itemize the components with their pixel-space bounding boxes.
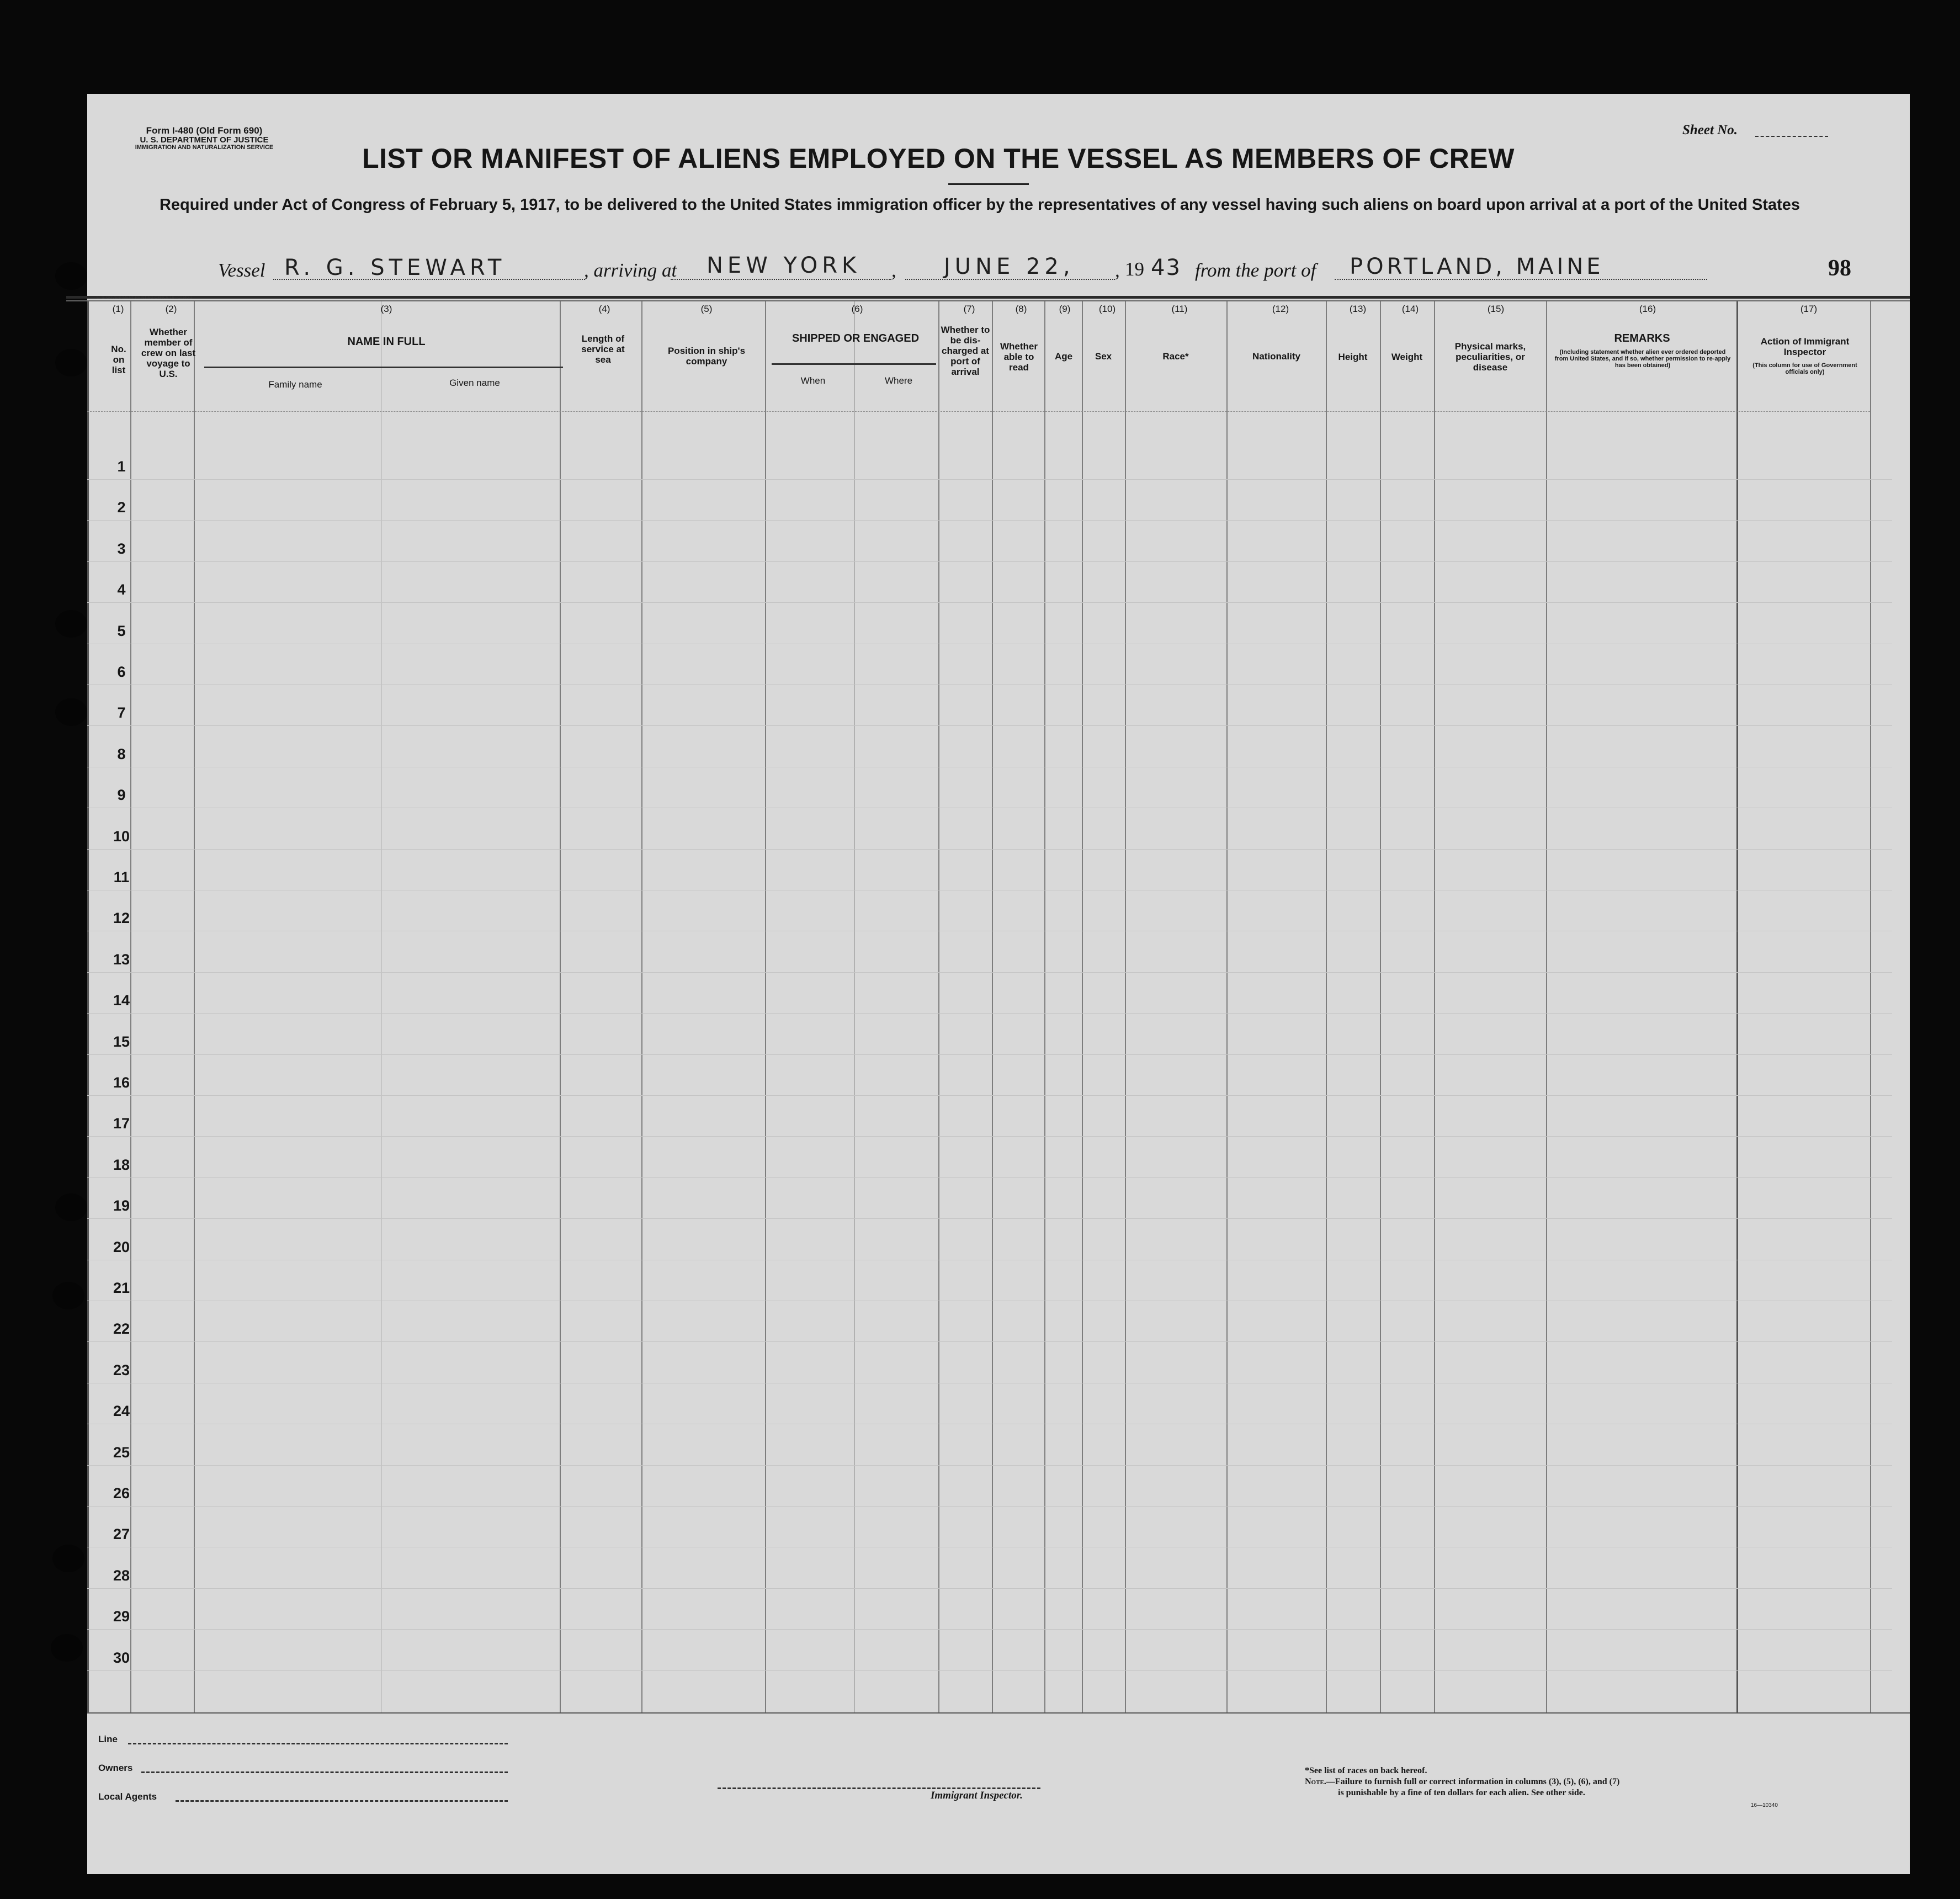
col-number-on-list: No. on list — [111, 344, 126, 375]
col-inspector-note: (This column for use of Government officials only) — [1752, 362, 1857, 375]
row-number: 8 — [117, 746, 126, 762]
inspector-label: Immigrant Inspector. — [931, 1790, 1023, 1801]
note-text-2: is punishable by a fine of ten dollars for each alien. See other side. — [1338, 1788, 1585, 1797]
column-number: (14) — [1401, 304, 1419, 314]
column-divider — [1380, 301, 1381, 1712]
row-gridline — [87, 1465, 1892, 1466]
row-number: 24 — [113, 1403, 130, 1419]
col-height: Height — [1338, 352, 1368, 362]
col-inspector-action: Action of Immigrant Inspector — [1760, 336, 1850, 357]
row-number: 12 — [113, 910, 130, 926]
punch-hole — [52, 1282, 84, 1309]
col-physical-marks: Physical marks, peculiarities, or disease — [1454, 341, 1526, 373]
races-note: *See list of races on back hereof. — [1305, 1766, 1427, 1775]
from-port-label: from the port of — [1195, 259, 1316, 281]
form-code: 16—10340 — [1751, 1802, 1778, 1808]
local-agents-field[interactable] — [176, 1800, 508, 1802]
col-length-of-service: Length of service at sea — [581, 333, 625, 365]
footer-rule — [87, 1712, 1910, 1714]
row-number: 23 — [113, 1362, 130, 1378]
row-number: 15 — [113, 1033, 130, 1050]
punch-hole — [55, 698, 87, 726]
row-gridline — [87, 1670, 1892, 1671]
row-gridline — [87, 725, 1892, 726]
column-number: (1) — [112, 304, 124, 314]
page-title: LIST OR MANIFEST OF ALIENS EMPLOYED ON THE VESSEL AS MEMBERS OF CREW — [362, 143, 1515, 174]
column-divider — [1125, 301, 1126, 1712]
row-number: 22 — [113, 1320, 130, 1337]
sheet-number-label: Sheet No. — [1682, 123, 1738, 137]
shipped-subheader-rule — [772, 363, 936, 365]
row-gridline — [87, 849, 1892, 850]
row-gridline — [87, 1177, 1892, 1178]
column-number: (13) — [1349, 304, 1367, 314]
column-number: (10) — [1098, 304, 1116, 314]
column-divider — [560, 301, 561, 1712]
row-number: 7 — [117, 704, 126, 721]
row-gridline — [87, 520, 1892, 521]
col-weight: Weight — [1391, 352, 1423, 362]
line-field[interactable] — [128, 1743, 508, 1744]
row-gridline — [87, 1341, 1892, 1342]
header-rule-secondary — [66, 300, 1910, 301]
column-number: (17) — [1800, 304, 1818, 314]
row-gridline — [87, 602, 1892, 603]
row-gridline — [87, 1218, 1892, 1219]
col-remarks-note: (Including statement whether alien ever ordered deported from United States, and if so, whether permission to re-apply has been obtained) — [1554, 349, 1731, 369]
column-divider — [87, 301, 89, 1712]
note-text-1: —Failure to furnish full or correct information in columns (3), (5), (6), and (7) — [1326, 1777, 1620, 1786]
vessel-label: Vessel — [218, 259, 265, 281]
note-label: Note. — [1305, 1777, 1326, 1786]
owners-label: Owners — [98, 1763, 133, 1773]
row-number: 4 — [117, 581, 126, 598]
departure-port-value[interactable]: PORTLAND, MAINE — [1350, 254, 1604, 279]
owners-field[interactable] — [141, 1771, 508, 1773]
row-gridline — [87, 972, 1892, 973]
year-prefix: 19 — [1125, 258, 1144, 280]
column-divider — [1326, 301, 1327, 1712]
col-shipped-when: When — [800, 375, 826, 386]
col-given-name: Given name — [449, 378, 500, 388]
row-number: 29 — [113, 1608, 130, 1625]
row-number: 21 — [113, 1280, 130, 1296]
punch-hole — [55, 1193, 87, 1221]
column-divider — [1082, 301, 1083, 1712]
header-bottom-rule — [87, 411, 1870, 412]
column-number: (11) — [1171, 304, 1188, 314]
row-number: 25 — [113, 1444, 130, 1461]
row-gridline — [87, 1054, 1892, 1055]
column-divider — [194, 301, 195, 1712]
year-value[interactable]: 43 — [1151, 255, 1181, 280]
col-discharged-at-port: Whether to be dis-charged at port of arrival — [941, 325, 990, 377]
col-family-name: Family name — [268, 379, 322, 390]
row-gridline — [87, 479, 1892, 480]
row-gridline — [87, 1629, 1892, 1630]
col-position-in-company: Position in ship's company — [667, 346, 746, 367]
column-divider — [1044, 301, 1045, 1712]
punch-hole — [51, 1634, 83, 1662]
arriving-port-value[interactable]: NEW YORK — [707, 253, 861, 278]
column-number: (5) — [700, 304, 713, 314]
column-divider — [765, 301, 766, 1712]
column-divider — [1226, 301, 1228, 1712]
row-number: 30 — [113, 1649, 130, 1666]
column-divider — [854, 301, 855, 1712]
arriving-label: , arriving at — [584, 259, 677, 281]
punch-hole — [55, 610, 87, 638]
form-identification — [99, 126, 309, 151]
row-number: 13 — [113, 951, 130, 968]
column-divider — [641, 301, 642, 1712]
inspector-signature-line[interactable] — [718, 1787, 1040, 1789]
row-number: 10 — [113, 828, 130, 845]
column-divider — [992, 301, 993, 1712]
row-gridline — [87, 1136, 1892, 1137]
row-number: 28 — [113, 1567, 130, 1584]
arriving-field-line — [671, 279, 891, 280]
column-number: (6) — [851, 304, 863, 314]
local-agents-label: Local Agents — [98, 1791, 157, 1802]
row-gridline — [87, 1013, 1892, 1014]
column-divider — [1434, 301, 1435, 1712]
column-number: (8) — [1015, 304, 1027, 314]
col-shipped-where: Where — [884, 375, 913, 386]
column-number: (2) — [165, 304, 177, 314]
row-number: 1 — [117, 458, 126, 475]
row-gridline — [87, 1588, 1892, 1589]
column-divider — [938, 301, 939, 1712]
column-divider — [1736, 301, 1738, 1712]
col-able-to-read: Whether able to read — [1000, 341, 1038, 373]
title-underline — [948, 183, 1029, 185]
column-number: (12) — [1272, 304, 1289, 314]
form-number: Form I-480 (Old Form 690) — [146, 125, 263, 136]
column-divider — [1546, 301, 1547, 1712]
row-number: 26 — [113, 1485, 130, 1502]
row-number: 6 — [117, 664, 126, 680]
row-number: 14 — [113, 992, 130, 1009]
header-rule — [66, 296, 1910, 299]
col-name-in-full: NAME IN FULL — [347, 336, 426, 348]
form-subtitle: Required under Act of Congress of February 5, 1917, to be delivered to the United States immigration officer by the representatives of any vessel having such aliens on board upon arrival at a port of the United States — [159, 196, 1800, 214]
name-subheader-rule — [204, 367, 563, 368]
row-number: 20 — [113, 1239, 130, 1255]
col-remarks: REMARKS — [1614, 332, 1670, 344]
row-gridline — [87, 1095, 1892, 1096]
row-number: 19 — [113, 1197, 130, 1214]
row-number: 3 — [117, 540, 126, 557]
col-nationality: Nationality — [1252, 351, 1300, 362]
sheet-number-field[interactable] — [1755, 136, 1828, 137]
row-number: 16 — [113, 1074, 130, 1091]
column-number: (16) — [1639, 304, 1656, 314]
penalty-note — [1305, 1776, 1619, 1787]
col-age: Age — [1054, 351, 1073, 362]
row-gridline — [87, 1506, 1892, 1507]
punch-hole — [55, 349, 87, 376]
col-shipped-or-engaged: SHIPPED OR ENGAGED — [792, 332, 920, 344]
department-name: U. S. DEPARTMENT OF JUSTICE — [140, 135, 269, 145]
column-number: (9) — [1059, 304, 1071, 314]
col-race: Race* — [1162, 351, 1189, 362]
punch-hole — [55, 262, 87, 290]
column-number: (7) — [963, 304, 975, 314]
col-sex: Sex — [1095, 351, 1112, 362]
row-gridline — [87, 561, 1892, 562]
column-number: (4) — [598, 304, 610, 314]
page-number: 98 — [1828, 256, 1851, 281]
row-number: 2 — [117, 499, 126, 516]
comma-separator: , — [1115, 259, 1120, 281]
vessel-name-value[interactable]: R. G. STEWART — [284, 255, 506, 280]
row-number: 27 — [113, 1526, 130, 1542]
column-number: (3) — [380, 304, 392, 314]
column-divider — [1870, 301, 1871, 1712]
line-label: Line — [98, 1734, 118, 1744]
row-number: 5 — [117, 623, 126, 639]
row-number: 11 — [113, 869, 130, 885]
service-name: IMMIGRATION AND NATURALIZATION SERVICE — [135, 144, 274, 151]
col-member-last-voyage: Whether member of crew on last voyage to U.S. — [141, 327, 196, 379]
footer-notes — [1305, 1765, 1619, 1799]
row-number: 17 — [113, 1115, 130, 1132]
column-number: (15) — [1487, 304, 1505, 314]
row-number: 18 — [113, 1157, 130, 1173]
comma-separator: , — [891, 259, 896, 281]
punch-hole — [52, 1545, 84, 1572]
arrival-date-value[interactable]: JUNE 22, — [944, 254, 1075, 279]
row-number: 9 — [117, 787, 126, 803]
printing-office-note: U. S. GOVERNMENT PRINTING OFFICE 16—10340-1 — [97, 296, 192, 300]
